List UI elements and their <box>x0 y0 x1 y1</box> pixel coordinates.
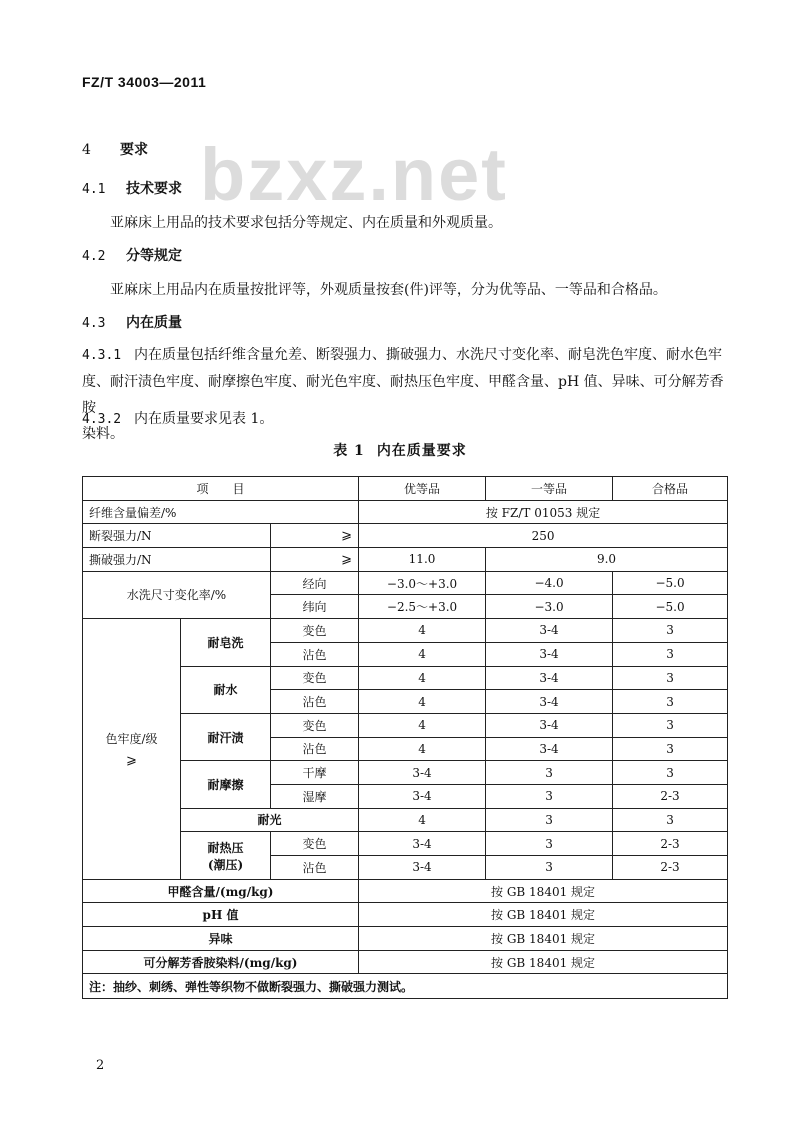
row-value: 4 <box>359 713 486 737</box>
section-title: 要求 <box>120 142 148 158</box>
row-value: 3 <box>486 856 613 880</box>
row-value: 3-4 <box>486 713 613 737</box>
row-value: 按 GB 18401 规定 <box>359 879 728 903</box>
sub-label: 纬向 <box>271 595 359 619</box>
sub-label: 经向 <box>271 571 359 595</box>
row-value: 4 <box>359 690 486 714</box>
quality-requirements-table <box>82 476 728 999</box>
header-premium: 优等品 <box>359 477 486 501</box>
section-number: 4.3.2 <box>82 412 122 427</box>
table-row <box>83 879 728 903</box>
row-value: −3.0～+3.0 <box>359 571 486 595</box>
row-value: 250 <box>359 524 728 548</box>
section-4-1-text: 亚麻床上用品的技术要求包括分等规定、内在质量和外观质量。 <box>110 215 502 231</box>
row-value: −5.0 <box>613 571 728 595</box>
row-label: 断裂强力/N <box>83 524 271 548</box>
row-value: 3-4 <box>359 761 486 785</box>
section-4-2-text: 亚麻床上用品内在质量按批评等，外观质量按套(件)评等，分为优等品、一等品和合格品。 <box>110 282 667 298</box>
heat-press-label-line1: 耐热压 <box>207 840 244 855</box>
rub-label: 耐摩擦 <box>181 761 271 808</box>
table-row <box>83 927 728 951</box>
row-label: 水洗尺寸变化率/% <box>83 571 271 618</box>
text-line-2: 度、耐汗渍色牢度、耐摩擦色牢度、耐光色牢度、耐热压色牢度、甲醛含量、pH 值、异味、可分解芳香胺 <box>82 374 724 416</box>
row-value: 3-4 <box>486 642 613 666</box>
row-value: 3-4 <box>359 856 486 880</box>
section-number: 4.2 <box>82 249 106 264</box>
section-text: 内在质量要求见表 1。 <box>134 411 274 427</box>
header-qualified: 合格品 <box>613 477 728 501</box>
row-value: −4.0 <box>486 571 613 595</box>
ge-symbol: ⩾ <box>126 752 137 768</box>
row-value: 4 <box>359 808 486 832</box>
row-value: 3 <box>613 713 728 737</box>
table-note-row <box>83 974 728 999</box>
row-value: 3 <box>613 737 728 761</box>
sub-label: 沾色 <box>271 737 359 761</box>
section-4-3-heading <box>82 312 182 332</box>
page-number: 2 <box>96 1058 105 1073</box>
row-value: 9.0 <box>486 548 728 572</box>
row-label: pH 值 <box>83 903 359 927</box>
section-number: 4.1 <box>82 182 106 197</box>
header-item: 项 目 <box>83 477 359 501</box>
table-row <box>83 571 728 595</box>
sub-label: 湿摩 <box>271 784 359 808</box>
table-caption-number: 表 1 <box>333 443 365 459</box>
ge-symbol: ⩾ <box>271 524 359 548</box>
section-number: 4 <box>82 142 91 158</box>
section-title: 分等规定 <box>126 248 182 264</box>
section-4-heading <box>82 139 148 159</box>
sub-label: 干摩 <box>271 761 359 785</box>
sub-label: 沾色 <box>271 642 359 666</box>
standard-code: FZ/T 34003—2011 <box>82 74 207 90</box>
table-row <box>83 524 728 548</box>
sub-label: 变色 <box>271 619 359 643</box>
watermark: bzxz.net <box>200 133 508 216</box>
row-value: −5.0 <box>613 595 728 619</box>
row-value: 3 <box>613 666 728 690</box>
row-value: 按 FZ/T 01053 规定 <box>359 500 728 524</box>
soap-label: 耐皂洗 <box>181 619 271 666</box>
row-value: 3 <box>613 761 728 785</box>
row-value: 4 <box>359 737 486 761</box>
table-row <box>83 619 728 643</box>
row-value: 按 GB 18401 规定 <box>359 927 728 951</box>
section-number: 4.3 <box>82 316 106 331</box>
sub-label: 变色 <box>271 713 359 737</box>
section-title: 内在质量 <box>126 315 182 331</box>
water-label: 耐水 <box>181 666 271 713</box>
color-fastness-label <box>83 619 181 880</box>
sub-label: 沾色 <box>271 690 359 714</box>
row-value: 3 <box>613 642 728 666</box>
row-value: 2-3 <box>613 856 728 880</box>
row-label: 甲醛含量/(mg/kg) <box>83 879 359 903</box>
row-label: 可分解芳香胺染料/(mg/kg) <box>83 950 359 974</box>
row-value: −3.0 <box>486 595 613 619</box>
sweat-label: 耐汗渍 <box>181 713 271 760</box>
section-4-3-2-text <box>82 406 273 433</box>
row-value: 3 <box>486 784 613 808</box>
section-number: 4.3.1 <box>82 348 122 363</box>
row-value: 3 <box>613 808 728 832</box>
table-note: 注：抽纱、刺绣、弹性等织物不做断裂强力、撕破强力测试。 <box>83 974 728 999</box>
row-value: 4 <box>359 619 486 643</box>
table-row <box>83 950 728 974</box>
row-value: 3-4 <box>486 737 613 761</box>
row-value: 3 <box>486 808 613 832</box>
sub-label: 变色 <box>271 832 359 856</box>
section-4-2-heading <box>82 245 182 265</box>
section-4-1-heading <box>82 178 182 198</box>
row-value: 2-3 <box>613 832 728 856</box>
table-caption-title: 内在质量要求 <box>376 443 467 459</box>
row-value: 11.0 <box>359 548 486 572</box>
row-value: 3 <box>486 761 613 785</box>
table-row <box>83 548 728 572</box>
row-value: 3 <box>613 619 728 643</box>
ge-symbol: ⩾ <box>271 548 359 572</box>
text-line-3: 染料。 <box>82 426 124 442</box>
row-value: 3-4 <box>486 619 613 643</box>
row-value: 按 GB 18401 规定 <box>359 903 728 927</box>
row-value: 3 <box>486 832 613 856</box>
row-value: 3 <box>613 690 728 714</box>
row-value: 4 <box>359 642 486 666</box>
row-label: 异味 <box>83 927 359 951</box>
text-line-1: 内在质量包括纤维含量允差、断裂强力、撕破强力、水洗尺寸变化率、耐皂洗色牢度、耐水色牢 <box>134 347 722 363</box>
row-value: −2.5～+3.0 <box>359 595 486 619</box>
row-value: 3-4 <box>486 666 613 690</box>
section-title: 技术要求 <box>126 181 182 197</box>
table-caption <box>0 440 800 460</box>
row-value: 3-4 <box>359 784 486 808</box>
table-header-row <box>83 477 728 501</box>
row-value: 3-4 <box>486 690 613 714</box>
header-first-grade: 一等品 <box>486 477 613 501</box>
row-label: 纤维含量偏差/% <box>83 500 359 524</box>
table-row <box>83 500 728 524</box>
heat-press-label <box>181 832 271 879</box>
light-label: 耐光 <box>181 808 359 832</box>
sub-label: 沾色 <box>271 856 359 880</box>
heat-press-label-line2: (潮压) <box>207 857 244 872</box>
row-value: 4 <box>359 666 486 690</box>
row-value: 3-4 <box>359 832 486 856</box>
row-value: 按 GB 18401 规定 <box>359 950 728 974</box>
row-label: 撕破强力/N <box>83 548 271 572</box>
row-label: 色牢度/级 <box>105 731 158 746</box>
sub-label: 变色 <box>271 666 359 690</box>
table-row <box>83 903 728 927</box>
row-value: 2-3 <box>613 784 728 808</box>
